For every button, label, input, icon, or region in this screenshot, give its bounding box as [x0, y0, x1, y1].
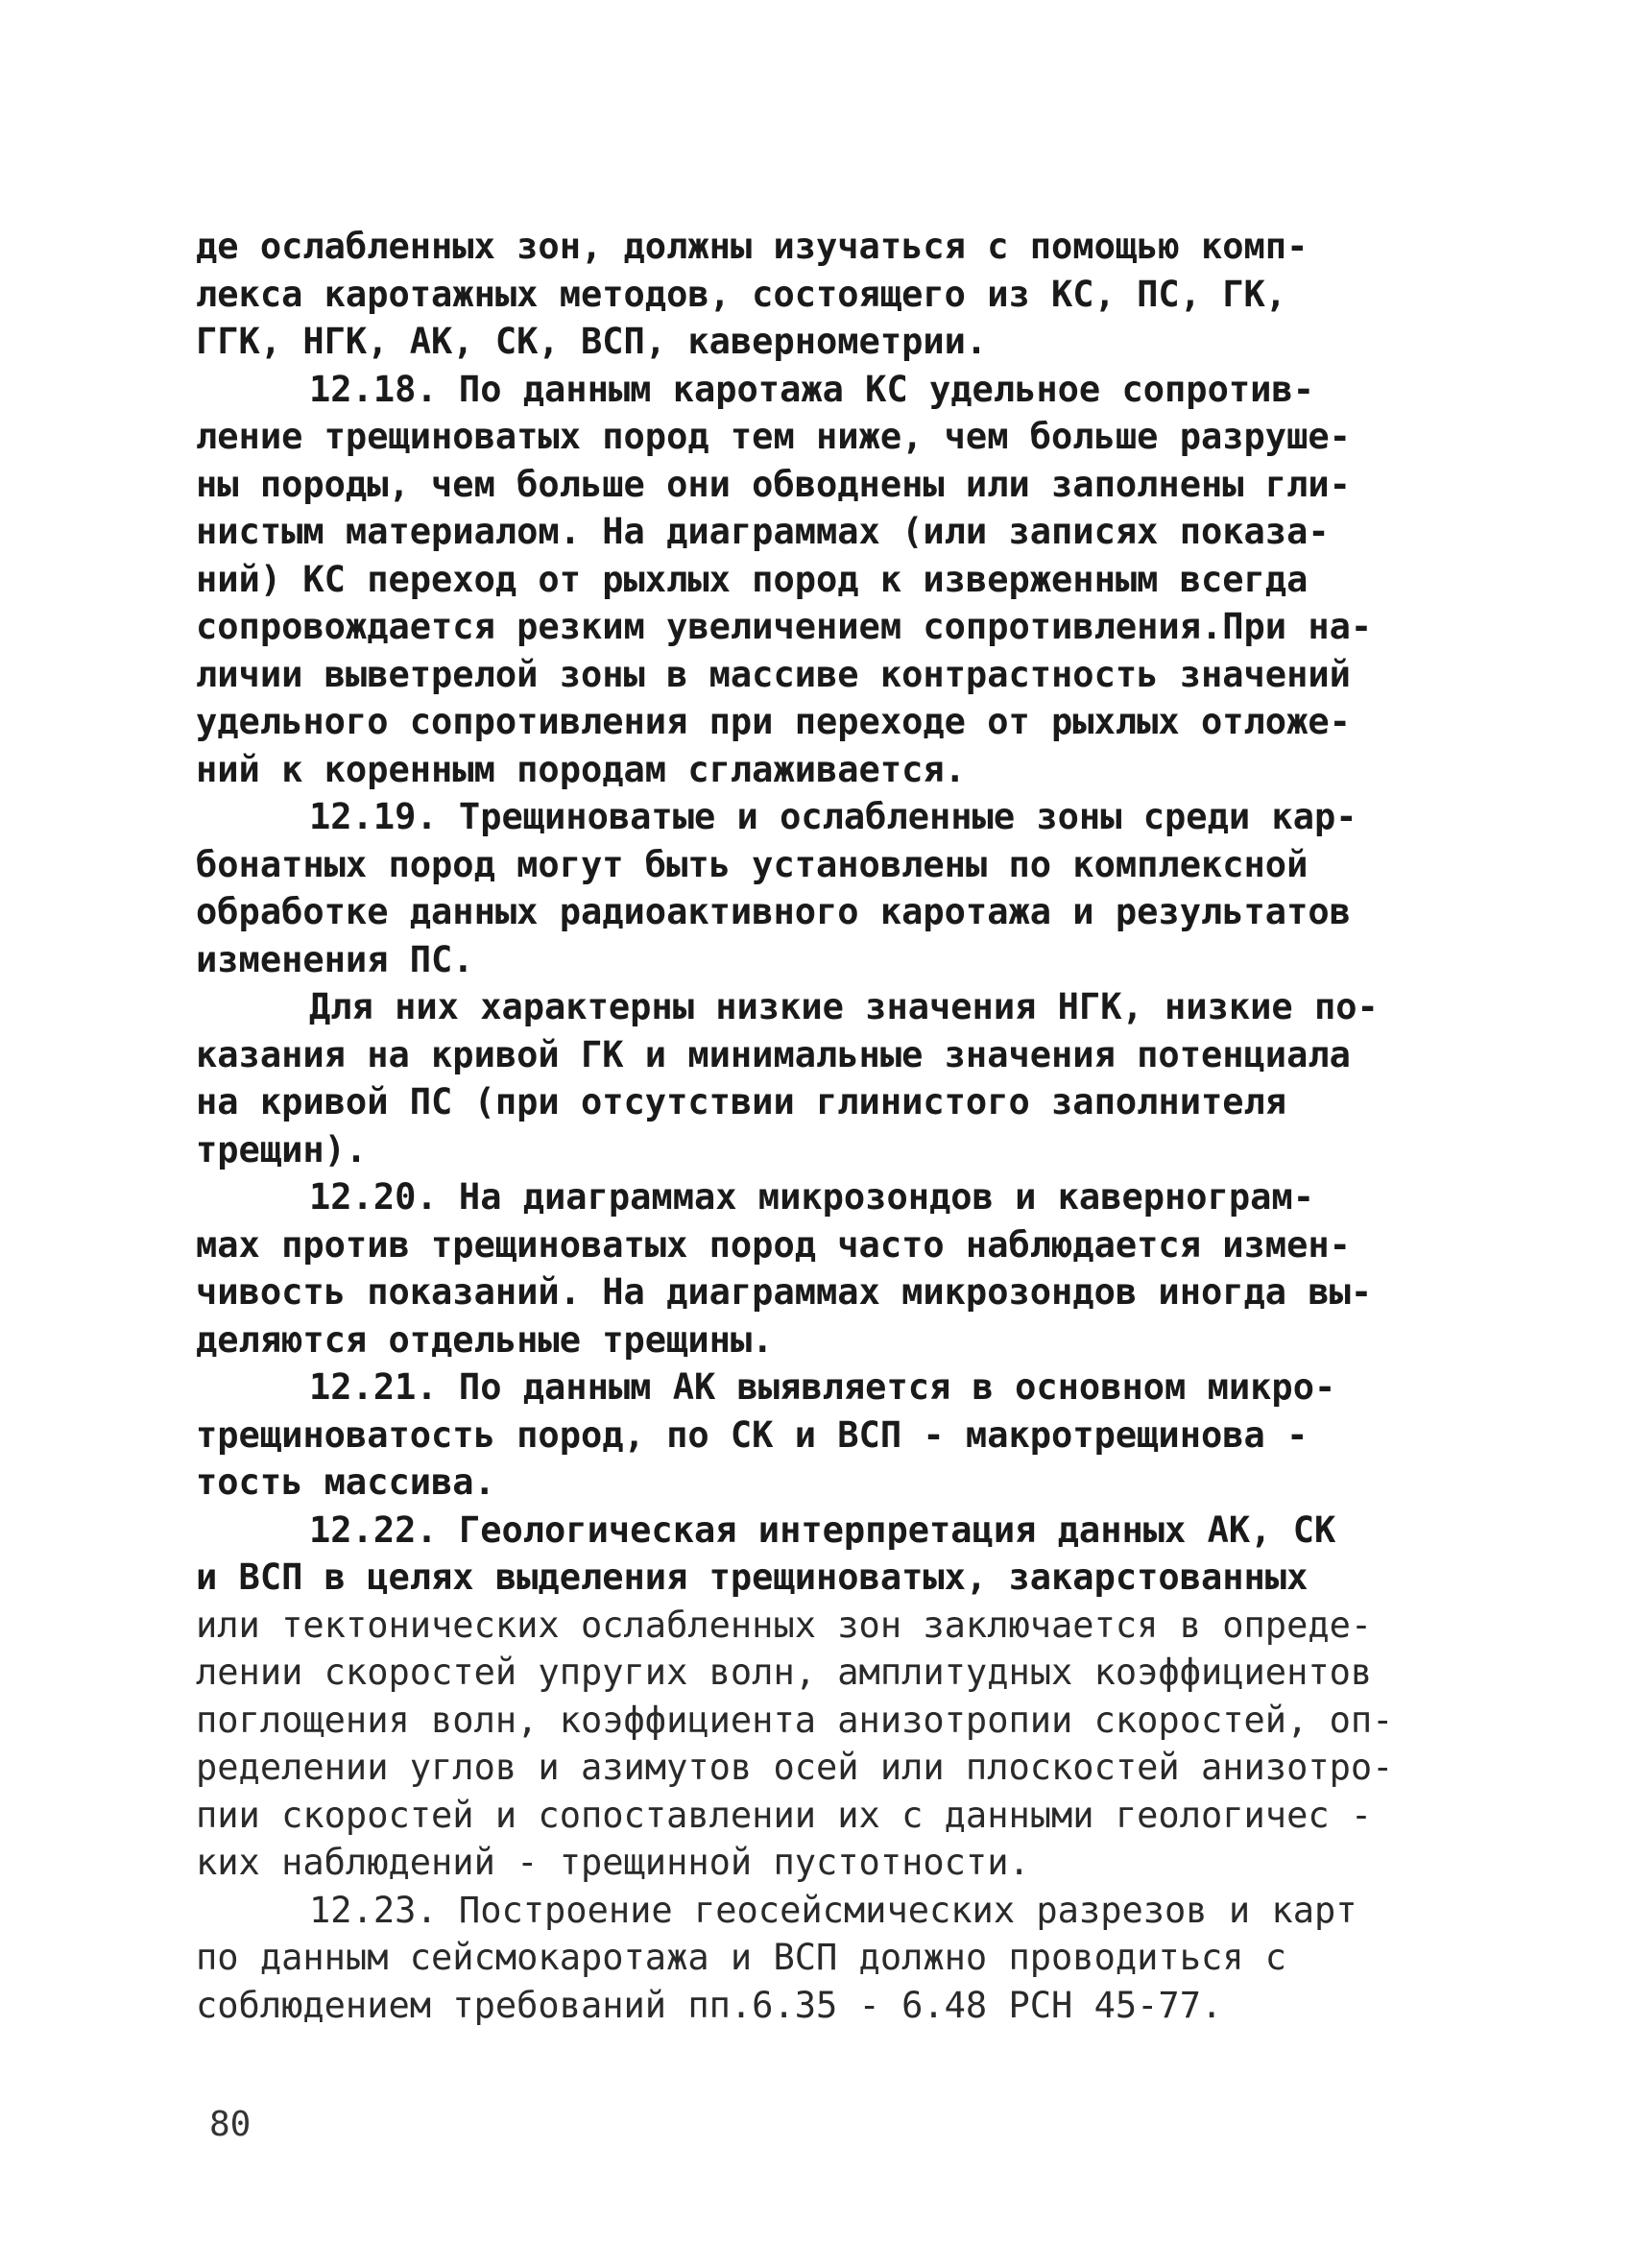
text-line: ны породы, чем больше они обводнены или заполнены гли- [196, 463, 1351, 505]
text-line: нистым материалом. На диаграммах (или записях показа- [196, 511, 1330, 552]
text-line: поглощения волн, коэффициента анизотропии скоростей, оп- [196, 1699, 1394, 1741]
text-line: удельного сопротивления при переходе от рыхлых отложе- [196, 701, 1351, 742]
text-line: де ослабленных зон, должны изучаться с помощью комп- [196, 226, 1309, 267]
text-line: ГГК, НГК, АК, СК, ВСП, кавернометрии. [196, 321, 988, 362]
text-line: лении скоростей упругих волн, амплитудных коэффициентов [196, 1652, 1373, 1693]
paragraph-12-22 [196, 1507, 1425, 1887]
text-line: на кривой ПС (при отсутствии глинистого заполнителя [196, 1081, 1287, 1122]
paragraph-intro [196, 223, 1425, 366]
text-line: деляются отдельные трещины. [196, 1318, 774, 1361]
text-line: сопровождается резким увеличением сопротивления.При на- [196, 606, 1373, 647]
paragraph-12-23 [196, 1887, 1425, 2030]
page-number: 80 [209, 2105, 252, 2144]
paragraph-12-18 [196, 366, 1425, 794]
text-line: 12.18. По данным каротажа КС удельное сопротив- [309, 368, 1314, 410]
text-line: по данным сейсмокаротажа и ВСП должно проводиться с [196, 1937, 1287, 1978]
text-line: 12.22. Геологическая интерпретация данных АК, СК [309, 1508, 1336, 1551]
text-line: или тектонических ослабленных зон заключается в опреде- [196, 1604, 1373, 1646]
text-line: ний) КС переход от рыхлых пород к изверженным всегда [196, 558, 1309, 600]
text-line: ких наблюдений - трещинной пустотности. [196, 1842, 1030, 1883]
text-line: и ВСП в целях выделения трещиноватых, закарстованных [196, 1556, 1309, 1598]
text-line: мах против трещиноватых пород часто наблюдается измен- [196, 1223, 1351, 1266]
paragraph-12-19 [196, 793, 1425, 983]
text-line: бонатных пород могут быть установлены по комплексной [196, 843, 1309, 885]
text-line: обработке данных радиоактивного каротажа и результатов [196, 891, 1351, 932]
text-line: казания на кривой ГК и минимальные значения потенциала [196, 1033, 1351, 1075]
text-line: изменения ПС. [196, 938, 474, 980]
text-line: ределении углов и азимутов осей или плоскостей анизотро- [196, 1747, 1394, 1788]
text-line: личии выветрелой зоны в массиве контрастность значений [196, 653, 1351, 695]
body-text [196, 223, 1425, 2029]
text-line: лекса каротажных методов, состоящего из КС, ПС, ГК, [196, 273, 1287, 315]
text-line: ление трещиноватых пород тем ниже, чем больше разруше- [196, 416, 1351, 457]
text-line: соблюдением требований пп.6.35 - 6.48 РСН 45-77. [196, 1984, 1223, 2026]
text-line: 12.19. Трещиноватые и ослабленные зоны среди кар- [309, 796, 1357, 837]
paragraph-12-21 [196, 1363, 1425, 1507]
text-line: тость массива. [196, 1461, 495, 1503]
text-line: Для них характерны низкие значения НГК, низкие по- [309, 986, 1379, 1027]
text-line: 12.23. Построение геосейсмических разрезов и карт [309, 1889, 1357, 1931]
text-line: 12.21. По данным АК выявляется в основном микро- [309, 1366, 1336, 1408]
text-line: трещиноватость пород, по СК и ВСП - макротрещинова - [196, 1413, 1309, 1456]
text-line: чивость показаний. На диаграммах микрозондов иногда вы- [196, 1271, 1373, 1313]
paragraph-12-20 [196, 1173, 1425, 1363]
paragraph-12-19-continued [196, 983, 1425, 1173]
text-line: трещин). [196, 1128, 368, 1170]
text-line: 12.20. На диаграммах микрозондов и кавернограм- [309, 1176, 1314, 1218]
text-line: ний к коренным породам сглаживается. [196, 748, 966, 790]
text-line: пии скоростей и сопоставлении их с данными геологичес - [196, 1794, 1373, 1836]
